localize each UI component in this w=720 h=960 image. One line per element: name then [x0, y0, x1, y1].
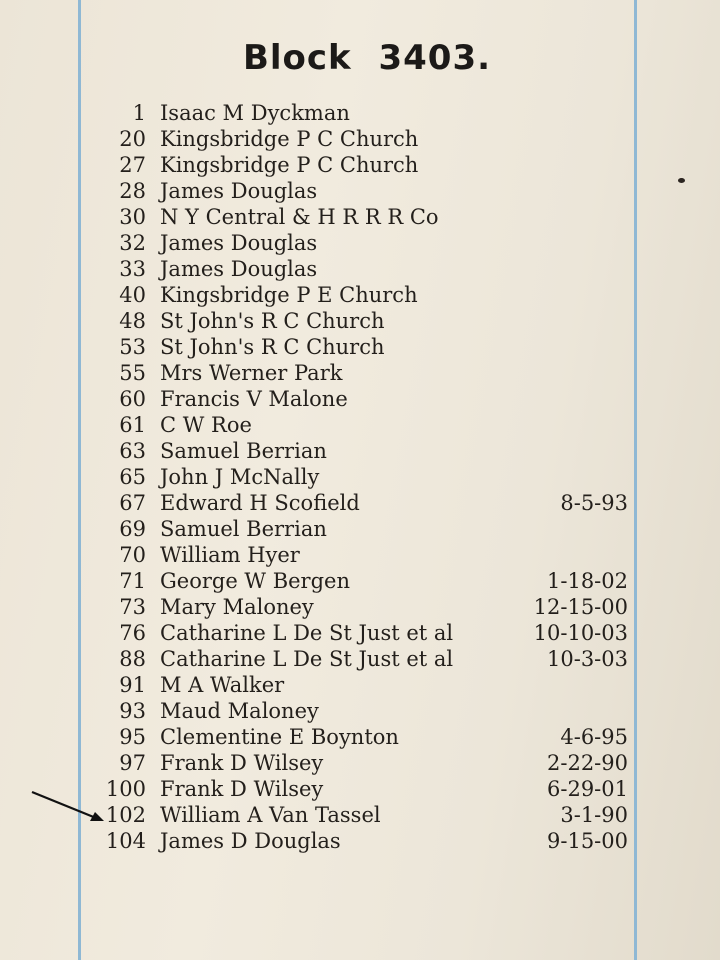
table-row [0, 646, 720, 672]
table-row [0, 100, 720, 126]
table-row [0, 126, 720, 152]
lot-number: 61 [119, 413, 146, 437]
owner-name: C W Roe [160, 413, 252, 437]
table-row [0, 750, 720, 776]
table-row [0, 698, 720, 724]
lot-number: 40 [119, 283, 146, 307]
lot-number: 20 [119, 127, 146, 151]
record-date: 9-15-00 [547, 829, 628, 853]
lot-number: 100 [105, 777, 146, 801]
lot-number: 33 [119, 257, 146, 281]
table-row [0, 282, 720, 308]
table-row [0, 230, 720, 256]
owner-name: Catharine L De St Just et al [160, 647, 454, 671]
table-row [0, 360, 720, 386]
owner-name: Samuel Berrian [160, 517, 327, 541]
lot-number: 53 [119, 335, 146, 359]
record-date: 10-3-03 [547, 647, 628, 671]
record-date: 4-6-95 [560, 725, 628, 749]
table-row [0, 490, 720, 516]
table-row [0, 438, 720, 464]
lot-number: 60 [119, 387, 146, 411]
owner-name: Maud Maloney [160, 699, 319, 723]
table-row [0, 308, 720, 334]
owner-name: Kingsbridge P C Church [160, 127, 419, 151]
owner-name: Kingsbridge P E Church [160, 283, 418, 307]
lot-number: 48 [119, 309, 146, 333]
table-row [0, 724, 720, 750]
owner-name: James Douglas [160, 231, 318, 255]
lot-number: 93 [119, 699, 146, 723]
table-row [0, 334, 720, 360]
lot-number: 63 [119, 439, 146, 463]
owner-name: St John's R C Church [160, 309, 385, 333]
owner-name: St John's R C Church [160, 335, 385, 359]
lot-number: 76 [119, 621, 146, 645]
owner-name: Kingsbridge P C Church [160, 153, 419, 177]
owner-name: Mary Maloney [160, 595, 314, 619]
owner-name: James Douglas [160, 179, 318, 203]
owner-name: Edward H Scofield [160, 491, 360, 515]
table-row [0, 386, 720, 412]
owner-name: James Douglas [160, 257, 318, 281]
lot-list [0, 100, 720, 854]
owner-name: M A Walker [160, 673, 285, 697]
table-row [0, 256, 720, 282]
lot-number: 73 [119, 595, 146, 619]
lot-number: 1 [132, 101, 146, 125]
owner-name: James D Douglas [160, 829, 341, 853]
owner-name: N Y Central & H R R R Co [160, 205, 439, 229]
lot-number: 71 [119, 569, 146, 593]
record-date: 1-18-02 [547, 569, 628, 593]
lot-number: 30 [119, 205, 146, 229]
table-row [0, 178, 720, 204]
table-row [0, 620, 720, 646]
lot-number: 104 [105, 829, 146, 853]
record-date: 2-22-90 [547, 751, 628, 775]
record-date: 8-5-93 [560, 491, 628, 515]
owner-name: Frank D Wilsey [160, 777, 324, 801]
lot-number: 65 [119, 465, 146, 489]
lot-number: 88 [119, 647, 146, 671]
table-row [0, 464, 720, 490]
owner-name: William A Van Tassel [160, 803, 381, 827]
lot-number: 67 [119, 491, 146, 515]
owner-name: Frank D Wilsey [160, 751, 324, 775]
table-row [0, 594, 720, 620]
table-row [0, 568, 720, 594]
owner-name: Francis V Malone [160, 387, 348, 411]
lot-number: 28 [119, 179, 146, 203]
record-date: 10-10-03 [533, 621, 628, 645]
lot-number: 91 [119, 673, 146, 697]
table-row [0, 152, 720, 178]
owner-name: Catharine L De St Just et al [160, 621, 454, 645]
record-date: 3-1-90 [560, 803, 628, 827]
record-date: 6-29-01 [547, 777, 628, 801]
page-title: Block 3403. [242, 38, 492, 78]
owner-name: William Hyer [160, 543, 300, 567]
lot-number: 55 [119, 361, 146, 385]
table-row [0, 516, 720, 542]
record-date: 12-15-00 [533, 595, 628, 619]
lot-number: 32 [119, 231, 146, 255]
owner-name: Samuel Berrian [160, 439, 327, 463]
lot-number: 97 [119, 751, 146, 775]
owner-name: George W Bergen [160, 569, 350, 593]
lot-number: 102 [105, 803, 146, 827]
lot-number: 95 [119, 725, 146, 749]
lot-number: 27 [119, 153, 146, 177]
table-row [0, 542, 720, 568]
table-row [0, 204, 720, 230]
lot-number: 69 [119, 517, 146, 541]
owner-name: Isaac M Dyckman [160, 101, 350, 125]
owner-name: Mrs Werner Park [160, 361, 343, 385]
owner-name: Clementine E Boynton [160, 725, 399, 749]
owner-name: John J McNally [160, 465, 320, 489]
pointer-arrow-icon [30, 790, 110, 826]
table-row [0, 828, 720, 854]
table-row [0, 672, 720, 698]
table-row [0, 412, 720, 438]
lot-number: 70 [119, 543, 146, 567]
